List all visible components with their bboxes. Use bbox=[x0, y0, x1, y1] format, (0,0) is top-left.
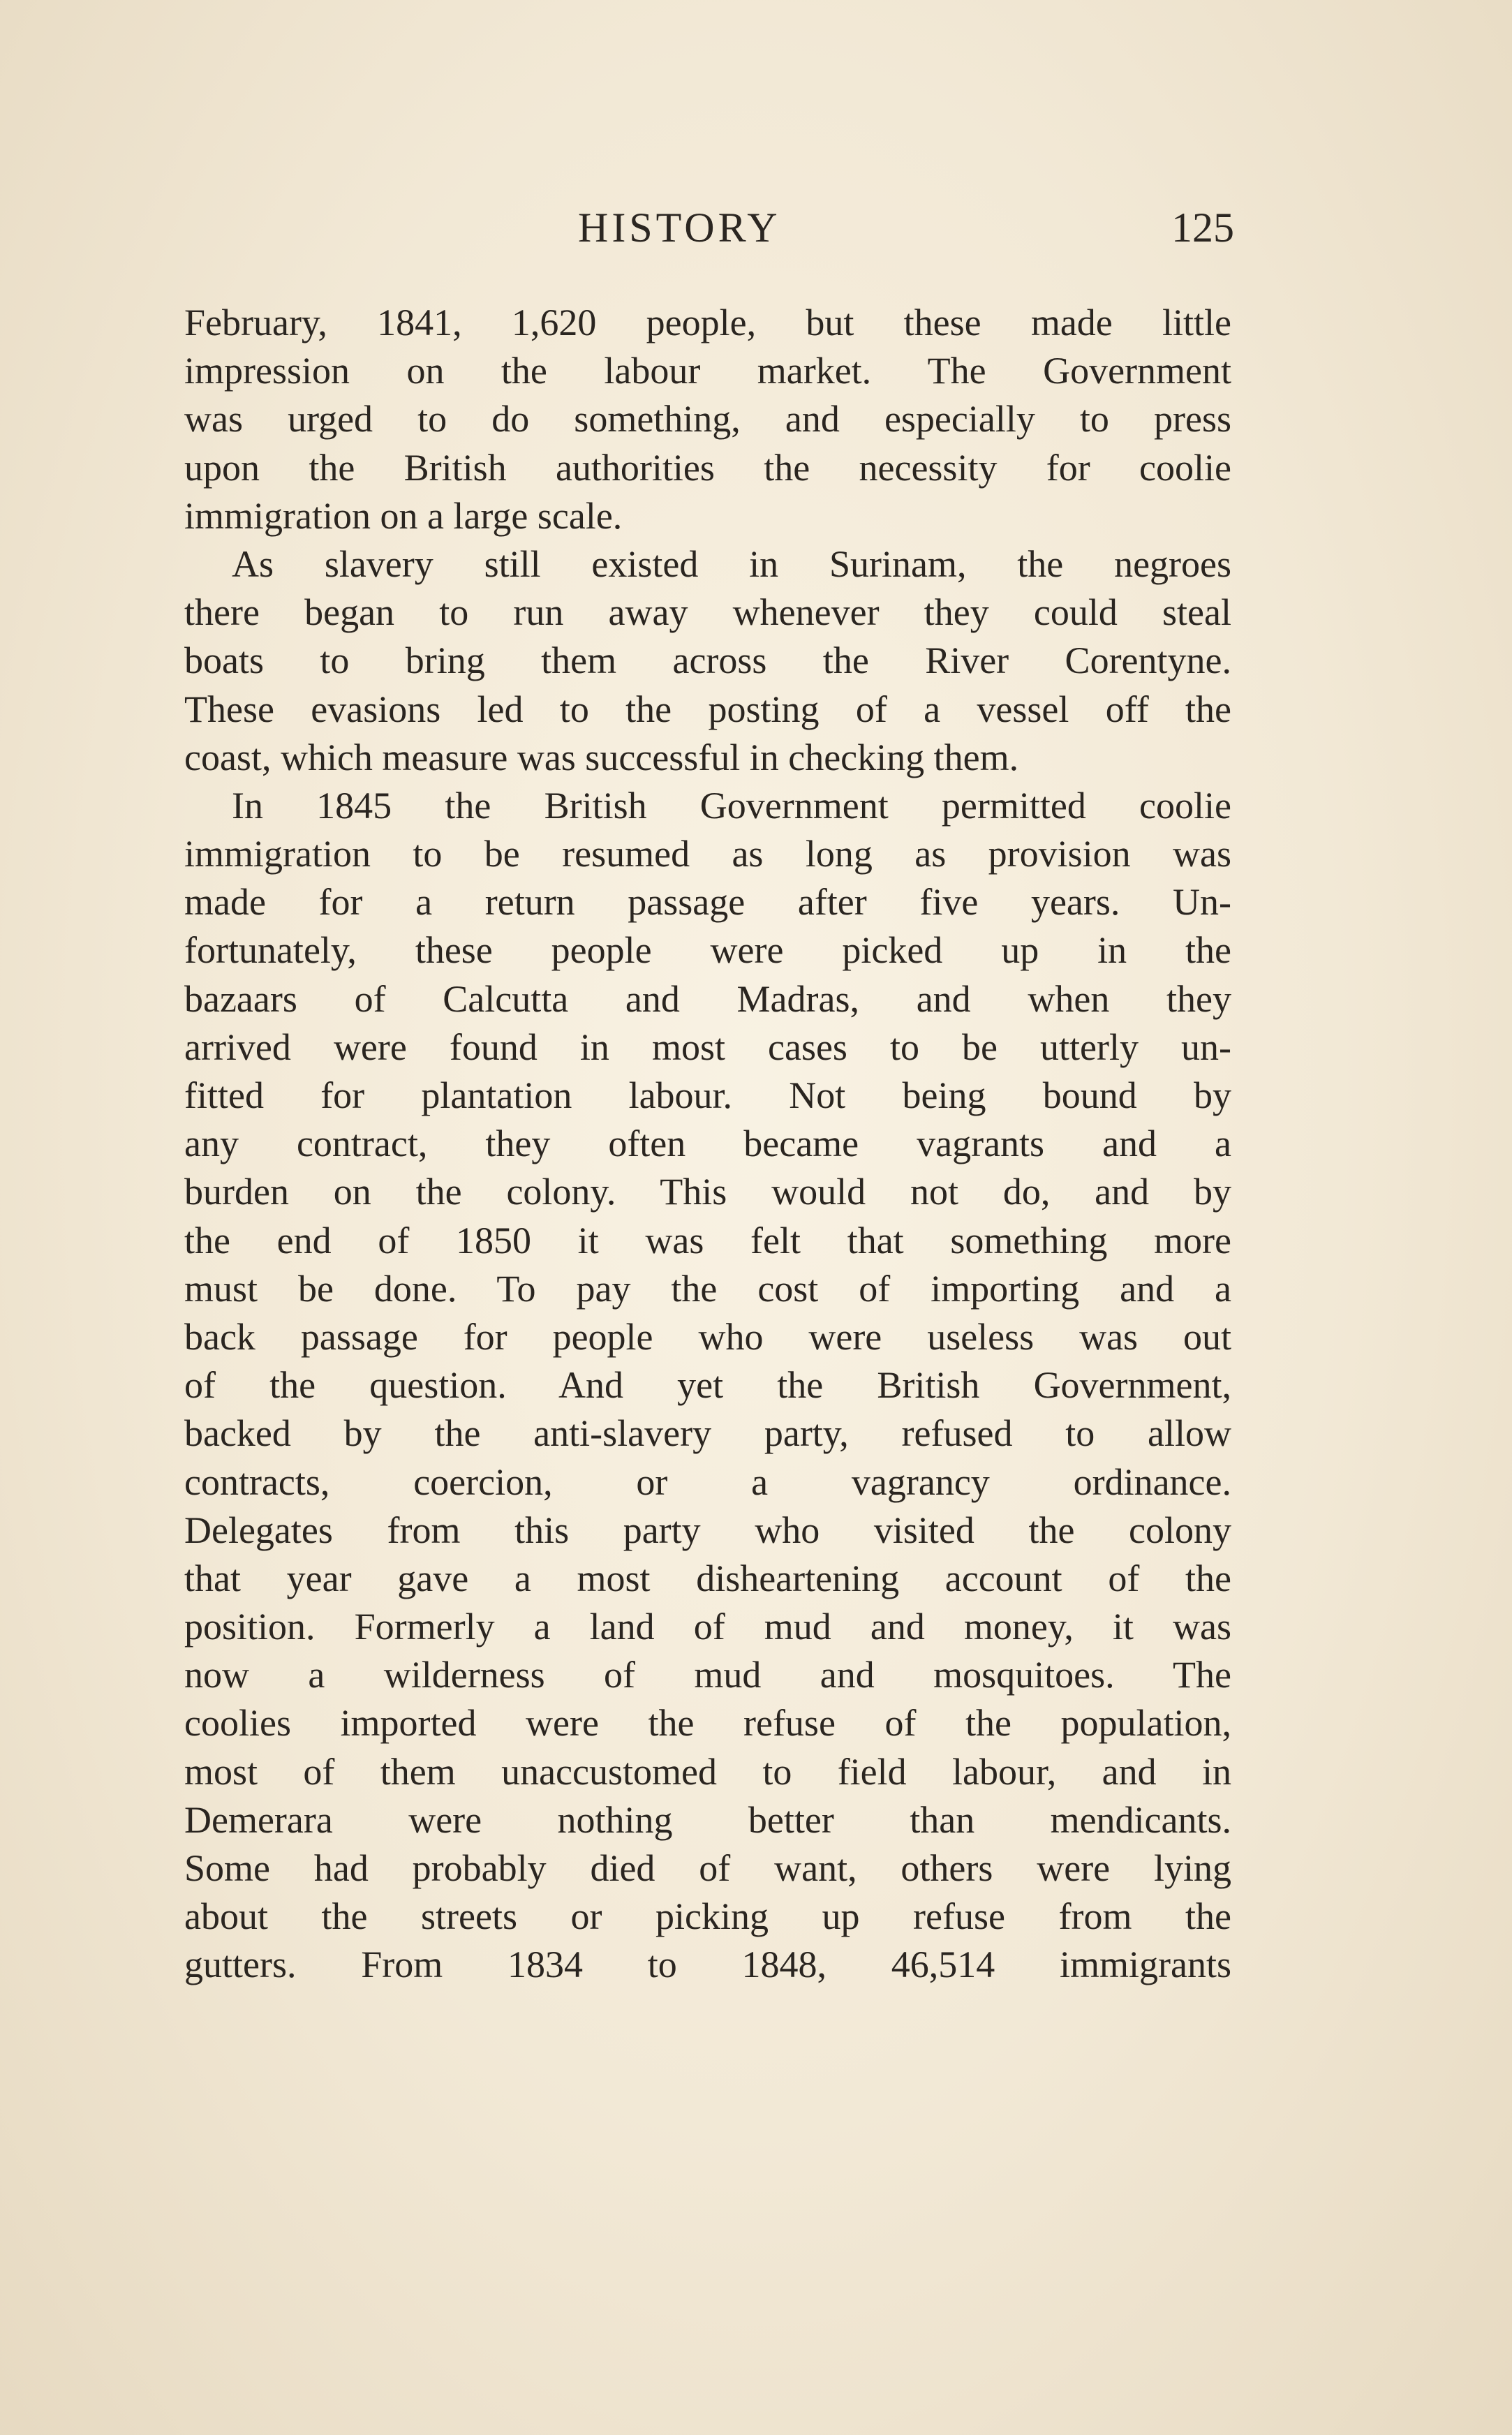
text-line: about the streets or picking up refuse from the bbox=[184, 1895, 1231, 1938]
text-line: any contract, they often became vagrants and a bbox=[184, 1123, 1231, 1165]
text-line: coast, which measure was successful in checking them. bbox=[184, 736, 1019, 778]
text-line: gutters. From 1834 to 1848, 46,514 immigrants bbox=[184, 1944, 1231, 1986]
text-line: made for a return passage after five years. Un- bbox=[184, 881, 1231, 924]
text-line: must be done. To pay the cost of importing and a bbox=[184, 1267, 1231, 1310]
text-line: boats to bring them across the River Corentyne. bbox=[184, 639, 1231, 682]
text-line: coolies imported were the refuse of the population, bbox=[184, 1702, 1231, 1745]
body-text bbox=[184, 299, 1231, 1990]
text-line: As slavery still existed in Surinam, the negroes bbox=[232, 542, 1231, 585]
text-line: arrived were found in most cases to be utterly un- bbox=[184, 1026, 1231, 1068]
text-line: contracts, coercion, or a vagrancy ordinance. bbox=[184, 1460, 1231, 1503]
text-line: February, 1841, 1,620 people, but these made little bbox=[184, 302, 1231, 343]
text-line: bazaars of Calcutta and Madras, and when they bbox=[184, 977, 1231, 1020]
text-line: In 1845 the British Government permitted coolie bbox=[232, 784, 1231, 827]
text-line: backed by the anti-slavery party, refused to allow bbox=[184, 1412, 1231, 1455]
text-line: upon the British authorities the necessity for coolie bbox=[184, 446, 1231, 489]
text-line: fitted for plantation labour. Not being bound by bbox=[184, 1074, 1231, 1116]
text-line: Demerara were nothing better than mendicants. bbox=[184, 1798, 1231, 1841]
text-line: These evasions led to the posting of a vessel off the bbox=[184, 688, 1231, 730]
text-line: back passage for people who were useless was out bbox=[184, 1315, 1231, 1358]
text-line: burden on the colony. This would not do, and by bbox=[184, 1171, 1231, 1213]
text-line: fortunately, these people were picked up in the bbox=[184, 929, 1231, 972]
text-line: now a wilderness of mud and mosquitoes. The bbox=[184, 1654, 1231, 1696]
page-number: 125 bbox=[1171, 205, 1234, 251]
text-line: the end of 1850 it was felt that something more bbox=[184, 1219, 1231, 1261]
text-line: immigration on a large scale. bbox=[184, 494, 623, 537]
page-header bbox=[187, 204, 1234, 260]
text-line: position. Formerly a land of mud and money, it was bbox=[184, 1606, 1231, 1648]
running-head: HISTORY bbox=[578, 205, 781, 251]
text-line: immigration to be resumed as long as provision was bbox=[184, 833, 1231, 875]
text-line: was urged to do something, and especially to press bbox=[184, 398, 1231, 441]
text-line: impression on the labour market. The Government bbox=[184, 350, 1231, 392]
text-line: Delegates from this party who visited the colony bbox=[184, 1509, 1231, 1551]
text-line: there began to run away whenever they could steal bbox=[184, 591, 1231, 634]
text-line: of the question. And yet the British Government, bbox=[184, 1364, 1231, 1407]
text-line: that year gave a most disheartening account of the bbox=[184, 1557, 1231, 1599]
text-line: most of them unaccustomed to field labour, and in bbox=[184, 1750, 1231, 1793]
text-line: Some had probably died of want, others were lying bbox=[184, 1847, 1231, 1889]
